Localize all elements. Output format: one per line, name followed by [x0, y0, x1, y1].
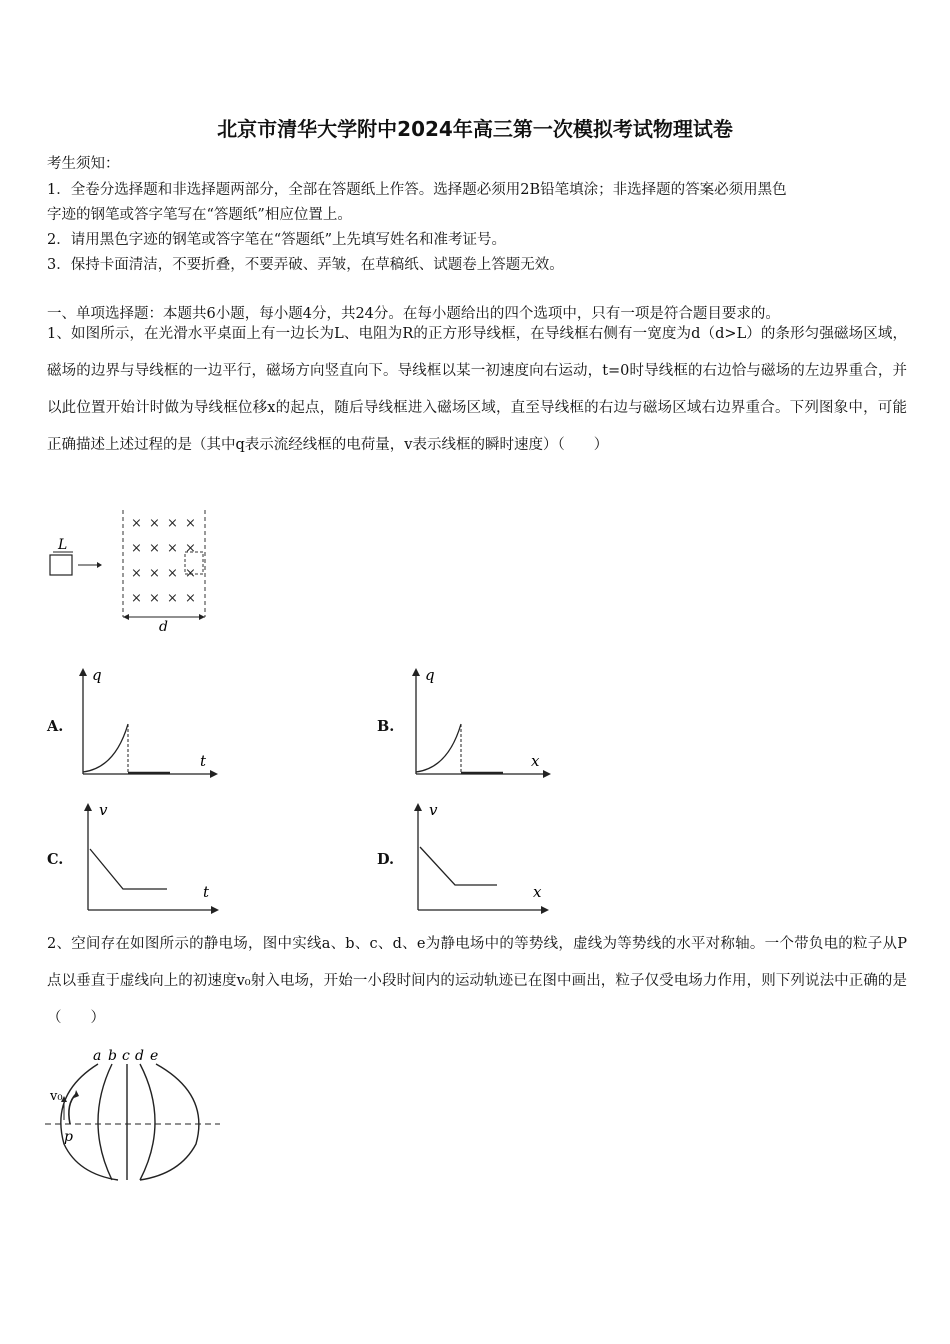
- svg-text:×: ×: [149, 591, 160, 606]
- svg-text:×: ×: [131, 516, 142, 531]
- velocity-line: [90, 849, 167, 889]
- trajectory: [69, 1094, 76, 1124]
- svg-text:×: ×: [149, 516, 160, 531]
- velocity-line: [420, 847, 497, 885]
- option-c-label[interactable]: C.: [47, 851, 64, 868]
- notice-item-1a: 1．全卷分选择题和非选择题两部分，全部在答题纸上作答。选择题必须用2B铅笔填涂；非选择题的答案必须用黑色: [47, 182, 787, 198]
- svg-text:×: ×: [185, 541, 196, 556]
- option-d-label[interactable]: D.: [377, 851, 395, 868]
- option-a-label[interactable]: A.: [47, 718, 64, 735]
- svg-text:×: ×: [167, 541, 178, 556]
- svg-text:×: ×: [149, 566, 160, 581]
- svg-text:c: c: [122, 1048, 130, 1064]
- svg-text:×: ×: [131, 591, 142, 606]
- equipotential-d: [140, 1064, 155, 1180]
- x-axis-label: t: [203, 883, 210, 901]
- svg-text:×: ×: [185, 516, 196, 531]
- curve: [83, 724, 128, 772]
- question-2-text: 2、空间存在如图所示的静电场，图中实线a、b、c、d、e为静电场中的等势线，虚线为等势线的水平对称轴。一个带负电的粒子从P点以垂直于虚线向上的初速度v₀射入电场，开始一小段时间内的运动轨迹已在图中画出，粒子仅受电场力作用，则下列说法中正确的是（ ）: [47, 936, 907, 1026]
- svg-text:×: ×: [167, 516, 178, 531]
- svg-text:×: ×: [167, 591, 178, 606]
- question-1-text: 1、如图所示，在光滑水平桌面上有一边长为L、电阻为R的正方形导线框，在导线框右侧有一宽度为d（d>L）的条形匀强磁场区域，磁场的边界与导线框的一边平行，磁场方向竖直向下。导线框以某一初速度向右运动，t=0时导线框的右边恰与磁场的左边界重合，并以此位置开始计时做为导线框位移x的起点，随后导线框进入磁场区域，直至导线框的右边与磁场区域右边界重合。下列图象中，可能正确描述上述过程的是（其中q表示流经线框的电荷量，v表示线框的瞬时速度）（ ）: [47, 326, 907, 453]
- section-heading: 一、单项选择题：本题共6小题，每小题4分，共24分。在每小题给出的四个选项中，只有一项是符合题目要求的。: [47, 306, 780, 322]
- notice-heading: 考生须知：: [47, 156, 120, 172]
- p-label: p: [64, 1129, 73, 1145]
- equipotential-e: [140, 1064, 199, 1180]
- svg-text:a: a: [93, 1048, 102, 1064]
- svg-text:×: ×: [167, 566, 178, 581]
- q1-setup-figure: [45, 505, 215, 635]
- y-axis-label: q: [92, 666, 102, 684]
- y-axis-label: v: [429, 801, 438, 819]
- option-b-graph[interactable]: [403, 662, 553, 782]
- option-c-graph[interactable]: [75, 797, 225, 917]
- x-axis-label: t: [200, 752, 207, 770]
- option-d-graph[interactable]: [405, 797, 555, 917]
- y-axis-label: q: [425, 666, 435, 684]
- svg-text:×: ×: [149, 541, 160, 556]
- svg-text:b: b: [108, 1048, 117, 1064]
- label-L: L: [58, 537, 68, 553]
- notice-item-3: 3．保持卡面清洁，不要折叠，不要弄破、弄皱，在草稿纸、试题卷上答题无效。: [47, 257, 564, 273]
- svg-text:e: e: [150, 1048, 159, 1064]
- svg-text:×: ×: [185, 566, 196, 581]
- notice-item-2: 2．请用黑色字迹的钢笔或答字笔在“答题纸”上先填写姓名和准考证号。: [47, 232, 507, 248]
- option-a-graph[interactable]: [70, 662, 220, 782]
- v0-label: v₀: [50, 1089, 63, 1104]
- q2-field-figure: [40, 1044, 225, 1184]
- equipotential-b: [98, 1064, 112, 1180]
- svg-text:d: d: [135, 1048, 144, 1064]
- notice-item-1b: 字迹的钢笔或答字笔写在“答题纸”相应位置上。: [47, 207, 352, 223]
- x-axis-label: x: [531, 752, 540, 770]
- label-d: d: [159, 619, 168, 635]
- equipotential-labels: [93, 1048, 158, 1064]
- option-b-label[interactable]: B.: [377, 718, 395, 735]
- svg-text:×: ×: [131, 566, 142, 581]
- y-axis-label: v: [99, 801, 108, 819]
- svg-text:×: ×: [185, 591, 196, 606]
- x-axis-label: x: [533, 883, 542, 901]
- magnetic-field-crosses: [131, 516, 196, 606]
- curve: [416, 724, 461, 772]
- page-title: 北京市清华大学附中2024年高三第一次模拟考试物理试卷: [217, 117, 733, 141]
- svg-text:×: ×: [131, 541, 142, 556]
- wire-frame: [50, 555, 72, 575]
